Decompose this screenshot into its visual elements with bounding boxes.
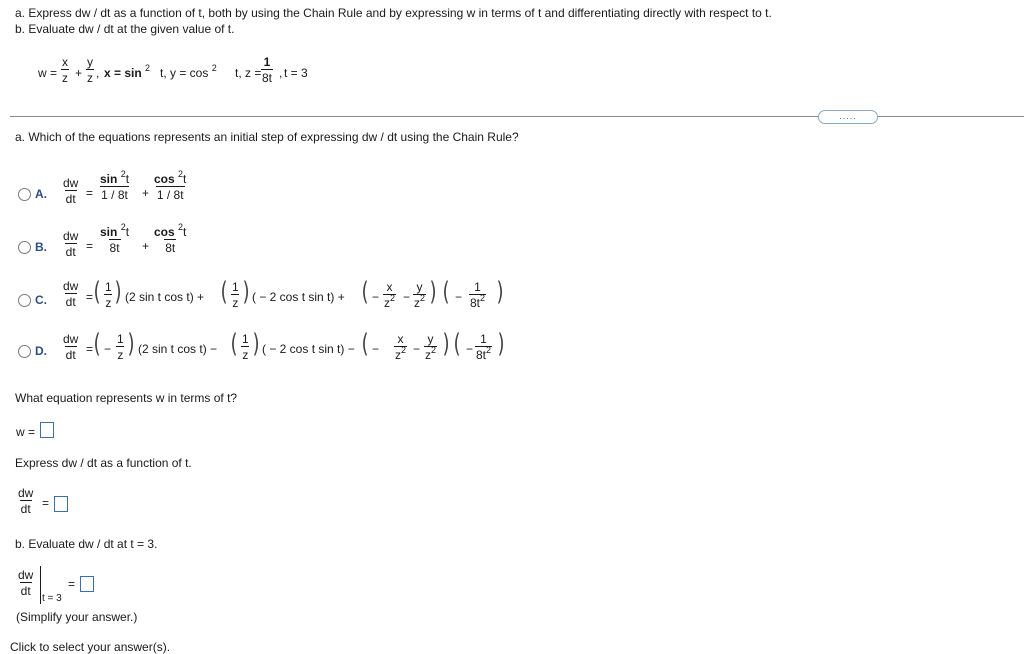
paren-close: ) xyxy=(242,277,250,307)
frac-dwdt: $\frac{dw}{dt}$ xyxy=(18,486,34,516)
minus: − xyxy=(466,342,474,356)
w-eq: w = xyxy=(38,66,58,80)
term1: (2 sin t cos t) − xyxy=(138,342,218,356)
frac-dwdt: $\frac{dw}{dt}$ xyxy=(63,332,79,362)
equals: = xyxy=(68,577,76,591)
eval-bar xyxy=(40,566,41,604)
eval-answer-input[interactable] xyxy=(80,576,94,592)
paren-close: ) xyxy=(442,329,450,359)
more-button[interactable]: ..... xyxy=(818,110,878,124)
option-label: D. xyxy=(35,344,47,358)
paren-close: ) xyxy=(252,329,260,359)
term2: ( − 2 cos t sin t) − xyxy=(262,342,355,356)
frac-dwdt: $\frac{dw}{dt}$ xyxy=(18,568,34,598)
radio-a[interactable] xyxy=(18,188,31,201)
equals: = xyxy=(42,496,50,510)
frac-y-z2: $\frac{y}{z^2}$ xyxy=(425,332,437,362)
frac-dwdt: $\frac{dw}{dt}$ xyxy=(63,229,79,259)
paren-open: ( xyxy=(93,277,101,307)
w-eq-label: w = xyxy=(16,425,36,439)
frac-1-z: $\frac{1}{z}$ xyxy=(242,332,249,362)
option-label: A. xyxy=(35,187,47,201)
problem-line-a: a. Express dw / dt as a function of t, both by using the Chain Rule and by expressing w in terms of t and differentiating directly with respect to t. xyxy=(15,6,772,20)
option-label: C. xyxy=(35,293,47,307)
frac-a2: $\frac{\cos ^2t}{1 / 8t}$ xyxy=(154,169,187,202)
radio-b[interactable] xyxy=(18,241,31,254)
radio-c[interactable] xyxy=(18,294,31,307)
minus: − xyxy=(455,290,463,304)
w-answer-input[interactable] xyxy=(40,422,54,438)
frac-b2: $\frac{\cos ^2t}{8t}$ xyxy=(154,222,187,255)
plus: + xyxy=(142,186,150,200)
term2: ( − 2 cos t sin t) + xyxy=(252,290,345,304)
q2-prompt: What equation represents w in terms of t? xyxy=(15,391,238,405)
paren-close: ) xyxy=(496,277,504,307)
q1-prompt: a. Which of the equations represents an initial step of expressing dw / dt using the Chain Rule? xyxy=(15,130,519,144)
y-def: t, y = cos $^2$ xyxy=(160,63,217,80)
paren-open: ( xyxy=(220,277,228,307)
frac-a1: $\frac{\sin ^2t}{1 / 8t}$ xyxy=(100,169,130,202)
problem-line-b: b. Evaluate dw / dt at the given value of t. xyxy=(15,22,235,36)
minus: − xyxy=(372,342,380,356)
frac-1-z: $\frac{1}{z}$ xyxy=(105,280,112,310)
paren-open: ( xyxy=(361,277,369,307)
frac-1-8t2: $\frac{1}{8t^2}$ xyxy=(476,332,492,362)
plus: + xyxy=(75,66,83,80)
frac-1-8t: $\frac{1}{8t}$ xyxy=(262,55,273,85)
paren-open: ( xyxy=(230,329,238,359)
radio-d[interactable] xyxy=(18,345,31,358)
comma: , xyxy=(279,66,283,80)
frac-dwdt: $\frac{dw}{dt}$ xyxy=(63,176,79,206)
equals: = xyxy=(86,239,94,253)
paren-open: ( xyxy=(93,329,101,359)
simplify-hint: (Simplify your answer.) xyxy=(16,610,138,624)
frac-dwdt: $\frac{dw}{dt}$ xyxy=(63,279,79,309)
comma: , xyxy=(96,66,100,80)
frac-y-z: $\frac{y}{z}$ xyxy=(87,55,93,85)
paren-open: ( xyxy=(453,329,461,359)
z-def: t, z = xyxy=(235,66,262,80)
option-label: B. xyxy=(35,240,47,254)
equals: = xyxy=(86,290,94,304)
plus: + xyxy=(142,239,150,253)
paren-close: ) xyxy=(114,277,122,307)
equals: = xyxy=(86,186,94,200)
minus: − xyxy=(403,290,411,304)
equals: = xyxy=(86,342,94,356)
paren-open: ( xyxy=(361,329,369,359)
q3-prompt: Express dw / dt as a function of t. xyxy=(15,456,192,470)
paren-close: ) xyxy=(127,329,135,359)
dwdt-answer-input[interactable] xyxy=(54,496,68,512)
frac-1-8t2: $\frac{1}{8t^2}$ xyxy=(470,280,486,310)
minus: − xyxy=(413,342,421,356)
paren-open: ( xyxy=(442,277,450,307)
frac-y-z2: $\frac{y}{z^2}$ xyxy=(414,280,426,310)
q4-prompt: b. Evaluate dw / dt at t = 3. xyxy=(15,537,158,551)
term1: (2 sin t cos t) + xyxy=(125,290,205,304)
frac-x-z2: $\frac{x}{z^2}$ xyxy=(395,332,407,362)
frac-x-z: $\frac{x}{z}$ xyxy=(62,55,68,85)
t-value: t = 3 xyxy=(284,66,308,80)
footer-instruction: Click to select your answer(s). xyxy=(10,640,171,654)
frac-1-z: $\frac{1}{z}$ xyxy=(117,332,124,362)
frac-x-z2: $\frac{x}{z^2}$ xyxy=(384,280,396,310)
paren-close: ) xyxy=(497,329,505,359)
frac-b1: $\frac{\sin ^2t}{8t}$ xyxy=(100,222,130,255)
paren-close: ) xyxy=(429,277,437,307)
minus: − xyxy=(104,342,112,356)
minus: − xyxy=(372,290,380,304)
x-def: x = sin $^2$ xyxy=(104,63,151,80)
eval-at-label: t = 3 xyxy=(42,593,62,604)
frac-1-z: $\frac{1}{z}$ xyxy=(232,280,239,310)
